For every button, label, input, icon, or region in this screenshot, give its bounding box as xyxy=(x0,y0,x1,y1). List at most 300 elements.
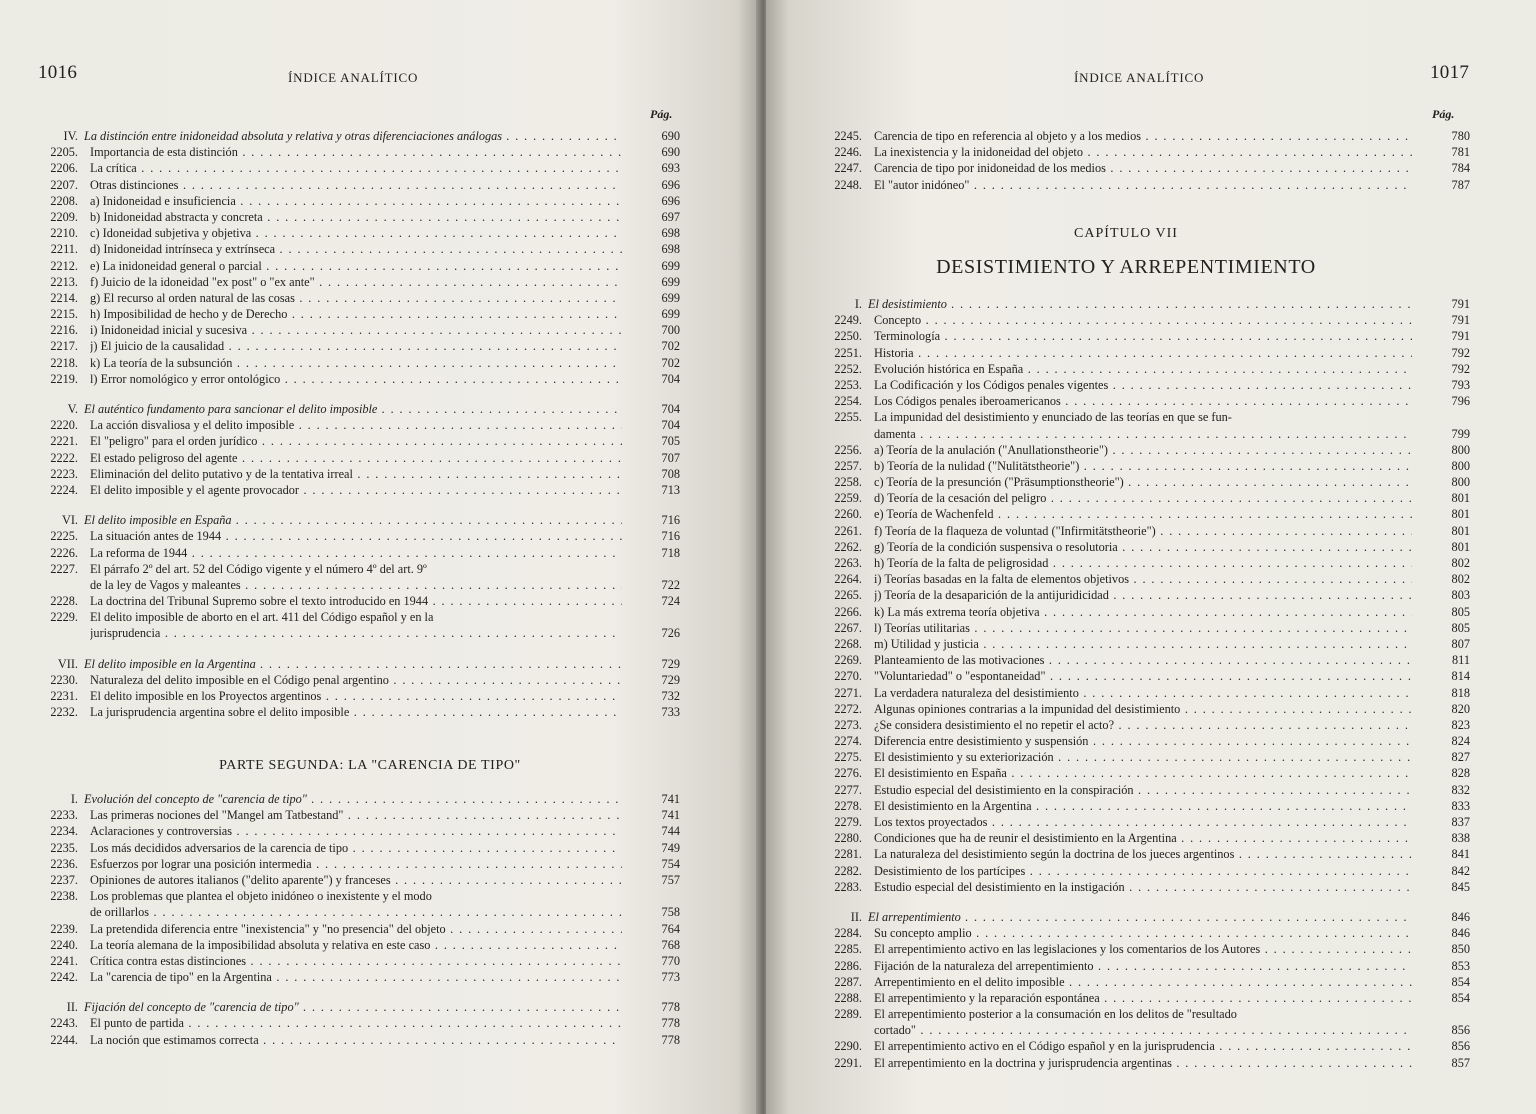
toc-entry xyxy=(34,177,682,193)
entry-title: Los textos proyectados . . . xyxy=(874,814,1412,830)
entry-page: 698 xyxy=(661,226,680,241)
entry-page: 814 xyxy=(1451,669,1470,684)
entry-number: 2242. xyxy=(50,970,78,985)
toc-entry xyxy=(818,604,1472,620)
entry-title: Terminología . . . xyxy=(874,328,1412,344)
toc-entry xyxy=(34,528,682,544)
entry-number: 2232. xyxy=(50,705,78,720)
entry-title: b) Teoría de la nulidad ("Nulitätstheorie") . . . xyxy=(874,458,1412,474)
entry-number: 2223. xyxy=(50,466,78,481)
entry-number: 2213. xyxy=(50,274,78,289)
entry-number: 2256. xyxy=(834,442,862,457)
entry-page: 793 xyxy=(1451,377,1470,392)
toc-entry xyxy=(34,450,682,466)
toc-list xyxy=(34,791,682,1048)
entry-number: 2226. xyxy=(50,545,78,560)
entry-page: 716 xyxy=(661,513,680,528)
entry-title: El arrepentimiento activo en el Código español y en la jurisprudencia . . . xyxy=(874,1038,1412,1054)
entry-title: g) El recurso al orden natural de las cosas . . . xyxy=(90,290,622,306)
running-head: ÍNDICE ANALÍTICO xyxy=(1074,70,1205,85)
entry-title: Importancia de esta distinción . . . xyxy=(90,144,622,160)
entry-title: La distinción entre inidoneidad absoluta y relativa y otras diferenciaciones análogas . . . xyxy=(84,128,622,144)
entry-page: 732 xyxy=(661,689,680,704)
entry-page: 792 xyxy=(1451,345,1470,360)
entry-number: VII. xyxy=(57,656,78,671)
entry-page: 856 xyxy=(1451,1039,1470,1054)
entry-title: El auténtico fundamento para sancionar el delito imposible . . . xyxy=(84,401,622,417)
entry-title: La situación antes de 1944 . . . xyxy=(90,528,622,544)
entry-title: Carencia de tipo en referencia al objeto y a los medios . . . xyxy=(874,128,1412,144)
toc-entry xyxy=(818,685,1472,701)
toc-entry xyxy=(34,322,682,338)
entry-page: 729 xyxy=(661,656,680,671)
entry-title: La pretendida diferencia entre "inexistencia" y "no presencia" del objeto . . . xyxy=(90,921,622,937)
entry-page: 780 xyxy=(1451,129,1470,143)
entry-title: Fijación del concepto de "carencia de tipo" . . . xyxy=(84,999,622,1015)
entry-title: El delito imposible en España . . . xyxy=(84,512,622,528)
entry-page: 704 xyxy=(661,371,680,386)
entry-number: 2205. xyxy=(50,145,78,160)
toc-entry xyxy=(818,345,1472,361)
entry-page: 807 xyxy=(1451,636,1470,651)
toc-entry xyxy=(818,177,1472,193)
entry-number: 2235. xyxy=(50,840,78,855)
entry-page: 802 xyxy=(1451,556,1470,571)
entry-title: La Codificación y los Códigos penales vigentes . . . xyxy=(874,377,1412,393)
entry-page: 850 xyxy=(1451,942,1470,957)
entry-title-line: de la ley de Vagos y maleantes . . . xyxy=(90,577,622,593)
entry-page: 693 xyxy=(661,161,680,176)
toc-entry xyxy=(818,941,1472,957)
entry-number: 2287. xyxy=(834,974,862,989)
toc-entry xyxy=(34,482,682,498)
entry-title: d) Teoría de la cesación del peligro . . . xyxy=(874,490,1412,506)
entry-page: 704 xyxy=(661,402,680,416)
entry-number: 2236. xyxy=(50,856,78,871)
entry-number: 2230. xyxy=(50,672,78,687)
entry-title: Esfuerzos por lograr una posición intermedia . . . xyxy=(90,856,622,872)
toc-entry xyxy=(34,225,682,241)
toc-entry xyxy=(34,1032,682,1048)
entry-page: 800 xyxy=(1451,458,1470,473)
entry-page: 791 xyxy=(1451,329,1470,344)
toc-entry xyxy=(34,823,682,839)
entry-page: 705 xyxy=(661,434,680,449)
entry-title: h) Teoría de la falta de peligrosidad . . . xyxy=(874,555,1412,571)
toc-entry xyxy=(818,717,1472,733)
entry-page: 853 xyxy=(1451,958,1470,973)
toc-entry xyxy=(34,466,682,482)
entry-number: 2250. xyxy=(834,329,862,344)
entry-page: 758 xyxy=(661,905,680,920)
toc-list xyxy=(34,128,682,720)
toc-entry xyxy=(34,433,682,449)
entry-number: 2210. xyxy=(50,226,78,241)
entry-number: 2277. xyxy=(834,782,862,797)
entry-page: 741 xyxy=(661,808,680,823)
toc-entry xyxy=(818,328,1472,344)
entry-number: 2263. xyxy=(834,556,862,571)
entry-page: 799 xyxy=(1451,426,1470,441)
toc-entry xyxy=(818,636,1472,652)
entry-title: Estudio especial del desistimiento en la conspiración . . . xyxy=(874,782,1412,798)
entry-title: El arrepentimiento y la reparación espontánea . . . xyxy=(874,990,1412,1006)
entry-page: 773 xyxy=(661,970,680,985)
entry-page: 827 xyxy=(1451,750,1470,765)
entry-number: 2259. xyxy=(834,491,862,506)
toc-entry xyxy=(34,355,682,371)
entry-number: 2279. xyxy=(834,815,862,830)
entry-page: 699 xyxy=(661,258,680,273)
entry-title: Naturaleza del delito imposible en el Código penal argentino . . . xyxy=(90,672,622,688)
entry-page: 854 xyxy=(1451,990,1470,1005)
entry-title: La jurisprudencia argentina sobre el delito imposible . . . xyxy=(90,704,622,720)
entry-page: 805 xyxy=(1451,604,1470,619)
toc-entry xyxy=(818,814,1472,830)
entry-number: 2248. xyxy=(834,177,862,192)
entry-page: 791 xyxy=(1451,313,1470,328)
entry-page: 702 xyxy=(661,355,680,370)
entry-title: l) Error nomológico y error ontológico . . . xyxy=(90,371,622,387)
entry-page: 832 xyxy=(1451,782,1470,797)
entry-page: 801 xyxy=(1451,507,1470,522)
entry-number: 2284. xyxy=(834,926,862,941)
entry-number: II. xyxy=(850,909,862,924)
entry-title: Planteamiento de las motivaciones . . . xyxy=(874,652,1412,668)
entry-title-line: damenta . . . xyxy=(874,426,1412,442)
toc-entry xyxy=(34,209,682,225)
toc-entry xyxy=(818,925,1472,941)
entry-page: 764 xyxy=(661,921,680,936)
entry-number: 2281. xyxy=(834,847,862,862)
entry-number: 2244. xyxy=(50,1032,78,1047)
entry-title: Algunas opiniones contrarias a la impunidad del desistimiento . . . xyxy=(874,701,1412,717)
entry-page: 744 xyxy=(661,824,680,839)
toc-entry xyxy=(34,258,682,274)
entry-page: 818 xyxy=(1451,685,1470,700)
entry-title: Condiciones que ha de reunir el desistimiento en la Argentina . . . xyxy=(874,830,1412,846)
entry-page: 716 xyxy=(661,529,680,544)
entry-page: 838 xyxy=(1451,831,1470,846)
toc-entry xyxy=(34,417,682,433)
entry-number: 2280. xyxy=(834,831,862,846)
toc-entry xyxy=(34,953,682,969)
toc-entry xyxy=(818,312,1472,328)
entry-page: 696 xyxy=(661,193,680,208)
entry-page: 778 xyxy=(661,1016,680,1031)
entry-title: j) Teoría de la desaparición de la antijuridicidad . . . xyxy=(874,587,1412,603)
entry-page: 778 xyxy=(661,1032,680,1047)
toc-entry xyxy=(818,879,1472,895)
entry-title: Carencia de tipo por inidoneidad de los medios . . . xyxy=(874,160,1412,176)
entry-title: La verdadera naturaleza del desistimiento . . . xyxy=(874,685,1412,701)
entry-title-line: Los problemas que plantea el objeto inidóneo o inexistente y el modo xyxy=(90,889,432,904)
entry-page: 704 xyxy=(661,418,680,433)
entry-page: 803 xyxy=(1451,588,1470,603)
running-head: ÍNDICE ANALÍTICO xyxy=(288,70,419,85)
entry-page: 820 xyxy=(1451,701,1470,716)
entry-title: i) Inidoneidad inicial y sucesiva . . . xyxy=(90,322,622,338)
right-page xyxy=(766,0,1536,1114)
toc-entry xyxy=(818,652,1472,668)
entry-title: k) La más extrema teoría objetiva . . . xyxy=(874,604,1412,620)
entry-page: 768 xyxy=(661,937,680,952)
entry-title: Eliminación del delito putativo y de la tentativa irreal . . . xyxy=(90,466,622,482)
entry-number: VI. xyxy=(61,513,78,528)
page-number: 1016 xyxy=(38,62,78,83)
entry-number: 2241. xyxy=(50,953,78,968)
toc-section xyxy=(34,512,682,528)
entry-title-line: jurisprudencia . . . xyxy=(90,625,622,641)
entry-page: 802 xyxy=(1451,572,1470,587)
entry-page: 702 xyxy=(661,339,680,354)
entry-number: 2208. xyxy=(50,193,78,208)
entry-number: 2215. xyxy=(50,307,78,322)
entry-number: 2222. xyxy=(50,450,78,465)
entry-title: El punto de partida . . . xyxy=(90,1015,622,1031)
toc-entry xyxy=(34,561,682,593)
entry-title: Su concepto amplio . . . xyxy=(874,925,1412,941)
entry-number: 2220. xyxy=(50,418,78,433)
entry-page: 856 xyxy=(1451,1023,1470,1038)
chapter-title: DESISTIMIENTO Y ARREPENTIMIENTO xyxy=(936,256,1316,278)
entry-number: 2209. xyxy=(50,209,78,224)
entry-title: El desistimiento en España . . . xyxy=(874,765,1412,781)
entry-title: b) Inidoneidad abstracta y concreta . . . xyxy=(90,209,622,225)
entry-number: 2231. xyxy=(50,689,78,704)
toc-entry xyxy=(818,523,1472,539)
toc-section xyxy=(818,296,1472,312)
entry-page: 842 xyxy=(1451,863,1470,878)
entry-number: 2276. xyxy=(834,766,862,781)
entry-title: El estado peligroso del agente . . . xyxy=(90,450,622,466)
entry-title xyxy=(874,1006,1412,1038)
entry-page: 846 xyxy=(1451,926,1470,941)
entry-page: 784 xyxy=(1451,161,1470,176)
entry-title: La inexistencia y la inidoneidad del objeto . . . xyxy=(874,144,1412,160)
entry-number: 2286. xyxy=(834,958,862,973)
entry-title: f) Juicio de la idoneidad "ex post" o "ex ante" . . . xyxy=(90,274,622,290)
toc-list xyxy=(818,296,1472,1071)
entry-title: f) Teoría de la flaqueza de voluntad ("Infirmitätstheorie") . . . xyxy=(874,523,1412,539)
entry-page: 690 xyxy=(661,145,680,160)
entry-title: m) Utilidad y justicia . . . xyxy=(874,636,1412,652)
toc-entry xyxy=(34,688,682,704)
entry-page: 857 xyxy=(1451,1055,1470,1070)
entry-title: El arrepentimiento activo en las legislaciones y los comentarios de los Autores . . . xyxy=(874,941,1412,957)
toc-section xyxy=(34,656,682,672)
entry-number: 2254. xyxy=(834,394,862,409)
entry-number: 2247. xyxy=(834,161,862,176)
entry-title: e) Teoría de Wachenfeld . . . xyxy=(874,506,1412,522)
toc-entry xyxy=(818,733,1472,749)
entry-number: 2272. xyxy=(834,701,862,716)
entry-title: g) Teoría de la condición suspensiva o resolutoria . . . xyxy=(874,539,1412,555)
entry-title: Crítica contra estas distinciones . . . xyxy=(90,953,622,969)
entry-page: 801 xyxy=(1451,491,1470,506)
entry-title: Diferencia entre desistimiento y suspensión . . . xyxy=(874,733,1412,749)
entry-page: 828 xyxy=(1451,766,1470,781)
entry-page: 801 xyxy=(1451,523,1470,538)
entry-title xyxy=(90,609,622,641)
toc-entry xyxy=(818,863,1472,879)
entry-number: 2291. xyxy=(834,1055,862,1070)
entry-title: "Voluntariedad" o "espontaneidad" . . . xyxy=(874,668,1412,684)
toc-entry xyxy=(34,1015,682,1031)
entry-title: Aclaraciones y controversias . . . xyxy=(90,823,622,839)
entry-title: Fijación de la naturaleza del arrepentimiento . . . xyxy=(874,958,1412,974)
entry-title: El "autor inidóneo" . . . xyxy=(874,177,1412,193)
toc-entry xyxy=(34,704,682,720)
entry-number: 2225. xyxy=(50,529,78,544)
toc-entry xyxy=(818,1006,1472,1038)
entry-title: Otras distinciones . . . xyxy=(90,177,622,193)
entry-title xyxy=(874,409,1412,441)
toc-section xyxy=(818,909,1472,925)
toc-entry xyxy=(818,990,1472,1006)
toc-entry xyxy=(34,160,682,176)
entry-number: 2255. xyxy=(834,410,862,425)
toc-entry xyxy=(34,937,682,953)
entry-number: 2285. xyxy=(834,942,862,957)
entry-page: 733 xyxy=(661,705,680,720)
entry-page: 854 xyxy=(1451,974,1470,989)
entry-page: 700 xyxy=(661,323,680,338)
page-column-label: Pág. xyxy=(650,107,673,121)
entry-number: 2289. xyxy=(834,1007,862,1022)
toc-entry xyxy=(818,782,1472,798)
entry-number: 2261. xyxy=(834,523,862,538)
entry-number: 2237. xyxy=(50,872,78,887)
entry-title: Los Códigos penales iberoamericanos . . . xyxy=(874,393,1412,409)
toc-entry xyxy=(818,442,1472,458)
entry-number: 2260. xyxy=(834,507,862,522)
toc-entry xyxy=(34,888,682,920)
entry-number: 2274. xyxy=(834,734,862,749)
entry-number: 2233. xyxy=(50,808,78,823)
entry-page: 791 xyxy=(1451,297,1470,311)
entry-page: 690 xyxy=(661,129,680,143)
entry-number: 2271. xyxy=(834,685,862,700)
toc-entry xyxy=(34,193,682,209)
entry-title: e) La inidoneidad general o parcial . . . xyxy=(90,258,622,274)
toc-entry xyxy=(34,545,682,561)
entry-title: La naturaleza del desistimiento según la doctrina de los jueces argentinos . . . xyxy=(874,846,1412,862)
toc-section xyxy=(34,999,682,1015)
entry-page: 754 xyxy=(661,856,680,871)
entry-number: 2270. xyxy=(834,669,862,684)
toc-entry xyxy=(34,807,682,823)
entry-page: 724 xyxy=(661,594,680,609)
entry-title: k) La teoría de la subsunción . . . xyxy=(90,355,622,371)
toc-entry xyxy=(818,668,1472,684)
entry-page: 741 xyxy=(661,792,680,806)
entry-page: 699 xyxy=(661,307,680,322)
entry-title: j) El juicio de la causalidad . . . xyxy=(90,338,622,354)
entry-number: 2262. xyxy=(834,539,862,554)
toc-entry xyxy=(34,274,682,290)
entry-title: El delito imposible en la Argentina . . . xyxy=(84,656,622,672)
entry-number: 2214. xyxy=(50,290,78,305)
entry-page: 696 xyxy=(661,177,680,192)
entry-title xyxy=(90,561,622,593)
toc-entry xyxy=(818,377,1472,393)
toc-list xyxy=(818,128,1472,193)
toc-entry xyxy=(818,1055,1472,1071)
toc-entry xyxy=(818,458,1472,474)
entry-title: La noción que estimamos correcta . . . xyxy=(90,1032,622,1048)
entry-number: 2229. xyxy=(50,610,78,625)
toc-entry xyxy=(818,539,1472,555)
entry-page: 697 xyxy=(661,209,680,224)
toc-entry xyxy=(34,672,682,688)
toc-entry xyxy=(818,128,1472,144)
entry-number: 2216. xyxy=(50,323,78,338)
entry-page: 699 xyxy=(661,290,680,305)
entry-page: 837 xyxy=(1451,815,1470,830)
entry-number: 2212. xyxy=(50,258,78,273)
entry-number: 2246. xyxy=(834,145,862,160)
entry-page: 824 xyxy=(1451,734,1470,749)
entry-number: 2290. xyxy=(834,1039,862,1054)
entry-number: 2265. xyxy=(834,588,862,603)
entry-title: Historia . . . xyxy=(874,345,1412,361)
entry-number: 2239. xyxy=(50,921,78,936)
toc-entry xyxy=(818,749,1472,765)
entry-number: 2268. xyxy=(834,636,862,651)
toc-entry xyxy=(34,241,682,257)
entry-title: El "peligro" para el orden jurídico . . . xyxy=(90,433,622,449)
entry-number: 2275. xyxy=(834,750,862,765)
entry-title: ¿Se considera desistimiento el no repetir el acto? . . . xyxy=(874,717,1412,733)
entry-title: l) Teorías utilitarias . . . xyxy=(874,620,1412,636)
toc-entry xyxy=(34,144,682,160)
toc-entry xyxy=(818,974,1472,990)
entry-number: 2227. xyxy=(50,561,78,576)
toc-entry xyxy=(818,1038,1472,1054)
toc-entry xyxy=(818,701,1472,717)
toc-entry xyxy=(818,587,1472,603)
toc-entry xyxy=(818,474,1472,490)
entry-number: II. xyxy=(66,1000,78,1015)
entry-title: El arrepentimiento . . . xyxy=(868,909,1412,925)
entry-number: 2269. xyxy=(834,653,862,668)
entry-number: 2283. xyxy=(834,879,862,894)
entry-number: 2266. xyxy=(834,604,862,619)
entry-title: El delito imposible y el agente provocador . . . xyxy=(90,482,622,498)
entry-title: La "carencia de tipo" en la Argentina . . . xyxy=(90,969,622,985)
toc-entry xyxy=(818,958,1472,974)
entry-title-line: El delito imposible de aborto en el art. 411 del Código español y en la xyxy=(90,610,434,625)
entry-title: Evolución del concepto de "carencia de tipo" . . . xyxy=(84,791,622,807)
entry-page: 698 xyxy=(661,242,680,257)
entry-page: 781 xyxy=(1451,145,1470,160)
entry-title: Estudio especial del desistimiento en la instigación . . . xyxy=(874,879,1412,895)
entry-title: c) Teoría de la presunción ("Präsumptionstheorie") . . . xyxy=(874,474,1412,490)
entry-page: 707 xyxy=(661,450,680,465)
entry-number: 2219. xyxy=(50,371,78,386)
entry-title-line: cortado" . . . xyxy=(874,1022,1412,1038)
toc-entry xyxy=(818,144,1472,160)
entry-page: 796 xyxy=(1451,394,1470,409)
entry-number: 2221. xyxy=(50,434,78,449)
entry-number: 2217. xyxy=(50,339,78,354)
entry-title: El arrepentimiento en la doctrina y jurisprudencia argentinas . . . xyxy=(874,1055,1412,1071)
toc-entry xyxy=(818,830,1472,846)
entry-title: Opiniones de autores italianos ("delito aparente") y franceses . . . xyxy=(90,872,622,888)
entry-number: 2228. xyxy=(50,594,78,609)
toc-entry xyxy=(818,620,1472,636)
